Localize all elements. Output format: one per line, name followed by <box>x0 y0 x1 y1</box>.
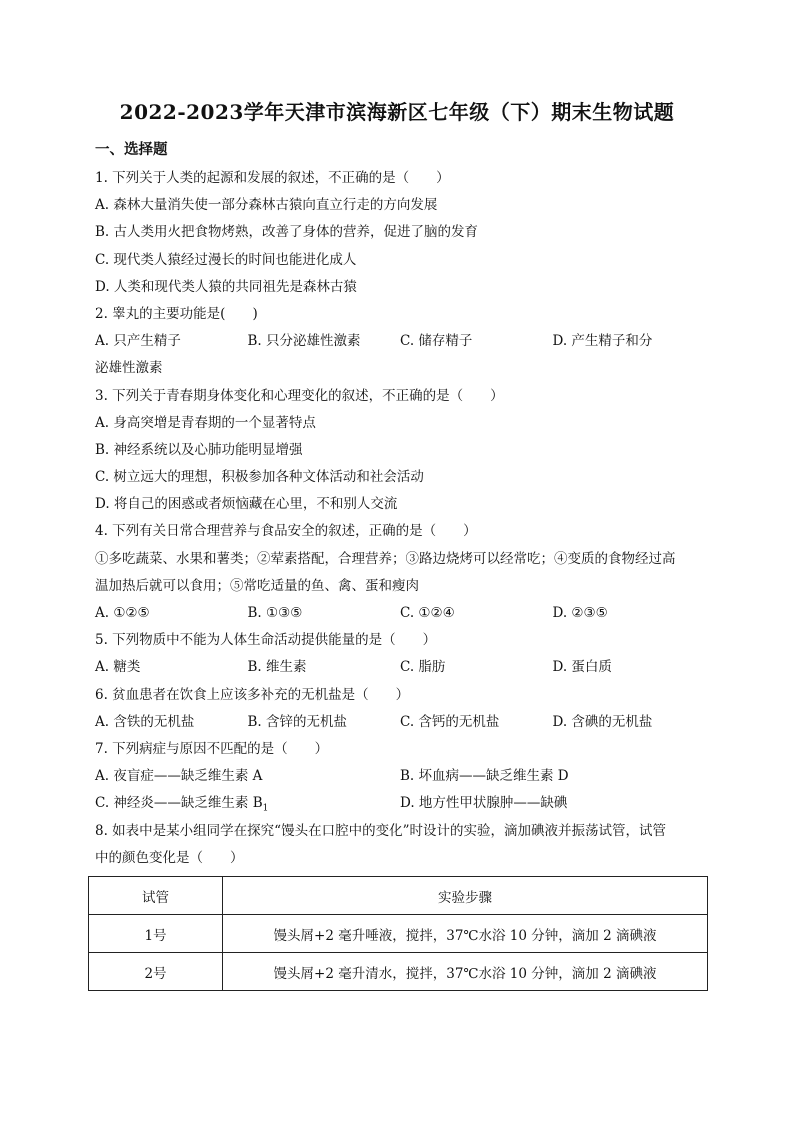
option: B. 维生素 <box>247 659 307 676</box>
option: C. 含钙的无机盐 <box>400 713 500 730</box>
experiment-table <box>88 876 708 991</box>
option: C. 现代类人猿经过漫长的时间也能进化成人 <box>95 251 357 268</box>
subscript: 1 <box>262 804 269 814</box>
option: B. 古人类用火把食物烤熟，改善了身体的营养，促进了脑的发育 <box>95 224 479 241</box>
option: A. 森林大量消失使一部分森林古猿向直立行走的方向发展 <box>95 197 438 214</box>
option: A. 只产生精子 <box>95 333 181 350</box>
table-cell: 馒头屑+2 毫升唾液，搅拌，37℃水浴 10 分钟，滴加 2 滴碘液 <box>223 915 708 953</box>
option-row <box>95 790 705 817</box>
table-header: 试管 <box>89 877 223 915</box>
question-detail: 温加热后就可以食用；⑤常吃适量的鱼、禽、蛋和瘦肉 <box>95 577 419 594</box>
option: C. 脂肪 <box>400 659 446 676</box>
question-stem: 1. 下列关于人类的起源和发展的叙述，不正确的是（ ） <box>95 170 450 186</box>
option: D. ②③⑤ <box>552 605 608 621</box>
question-stem: 中的颜色变化是（ ） <box>95 849 244 866</box>
option: C. 储存精子 <box>400 333 473 350</box>
table-row <box>89 915 708 953</box>
question-stem: 7. 下列病症与原因不匹配的是（ ） <box>95 740 329 757</box>
option: A. 夜盲症——缺乏维生素 A <box>95 768 263 785</box>
option-row <box>95 709 705 736</box>
option: C. 树立远大的理想，积极参加各种文体活动和社会活动 <box>95 469 424 486</box>
question-stem: 5. 下列物质中不能为人体生命活动提供能量的是（ ） <box>95 632 437 649</box>
option: A. ①②⑤ <box>95 605 150 621</box>
option: A. 身高突增是青春期的一个显著特点 <box>95 414 316 431</box>
option-row <box>95 328 705 355</box>
table-header: 实验步骤 <box>223 877 708 915</box>
option: B. 神经系统以及心肺功能明显增强 <box>95 441 303 458</box>
table-cell: 1号 <box>89 915 223 953</box>
question-stem: 8. 如表中是某小组同学在探究“馒头在口腔中的变化”时设计的实验，滴加碘液并振荡试管，试管 <box>95 822 666 839</box>
option: A. 含铁的无机盐 <box>95 713 195 730</box>
option: B. 含锌的无机盐 <box>247 713 348 730</box>
table-row <box>89 953 708 991</box>
option-row <box>95 654 705 681</box>
option: C. ①②④ <box>400 605 455 621</box>
option: D. 人类和现代类人猿的共同祖先是森林古猿 <box>95 278 357 295</box>
option: D. 含碘的无机盐 <box>552 713 653 730</box>
exam-title: 2022-2023学年天津市滨海新区七年级（下）期末生物试题 <box>119 100 675 124</box>
table-cell: 馒头屑+2 毫升清水，搅拌，37℃水浴 10 分钟，滴加 2 滴碘液 <box>223 953 708 991</box>
option: B. 坏血病——缺乏维生素 D <box>400 768 569 785</box>
option: D. 产生精子和分 <box>552 333 653 350</box>
table-cell: 2号 <box>89 953 223 991</box>
question-stem: 6. 贫血患者在饮食上应该多补充的无机盐是（ ） <box>95 686 410 703</box>
option: B. ①③⑤ <box>247 605 303 621</box>
option: D. 地方性甲状腺肿——缺碘 <box>400 795 568 812</box>
option: D. 蛋白质 <box>552 659 612 676</box>
question-list <box>95 165 705 872</box>
option-row <box>95 600 705 627</box>
question-stem: 4. 下列有关日常合理营养与食品安全的叙述，正确的是（ ） <box>95 523 477 540</box>
option <box>95 790 400 817</box>
section-heading: 一、选择题 <box>95 141 168 158</box>
question-detail: ①多吃蔬菜、水果和薯类；②荤素搭配，合理营养；③路边烧烤可以经常吃；④变质的食物经过高 <box>95 550 676 567</box>
question-stem: 2. 睾丸的主要功能是( ) <box>95 305 258 322</box>
question-stem: 3. 下列关于青春期身体变化和心理变化的叙述，不正确的是（ ） <box>95 387 504 404</box>
option-text: C. 神经炎——缺乏维生素 B <box>95 795 263 812</box>
option: B. 只分泌雄性激素 <box>247 333 361 350</box>
option: D. 将自己的困惑或者烦恼藏在心里，不和别人交流 <box>95 496 398 513</box>
option: A. 糖类 <box>95 659 141 676</box>
table-header-row <box>89 877 708 915</box>
option-continuation: 泌雄性激素 <box>95 360 163 377</box>
option-row <box>95 763 705 790</box>
